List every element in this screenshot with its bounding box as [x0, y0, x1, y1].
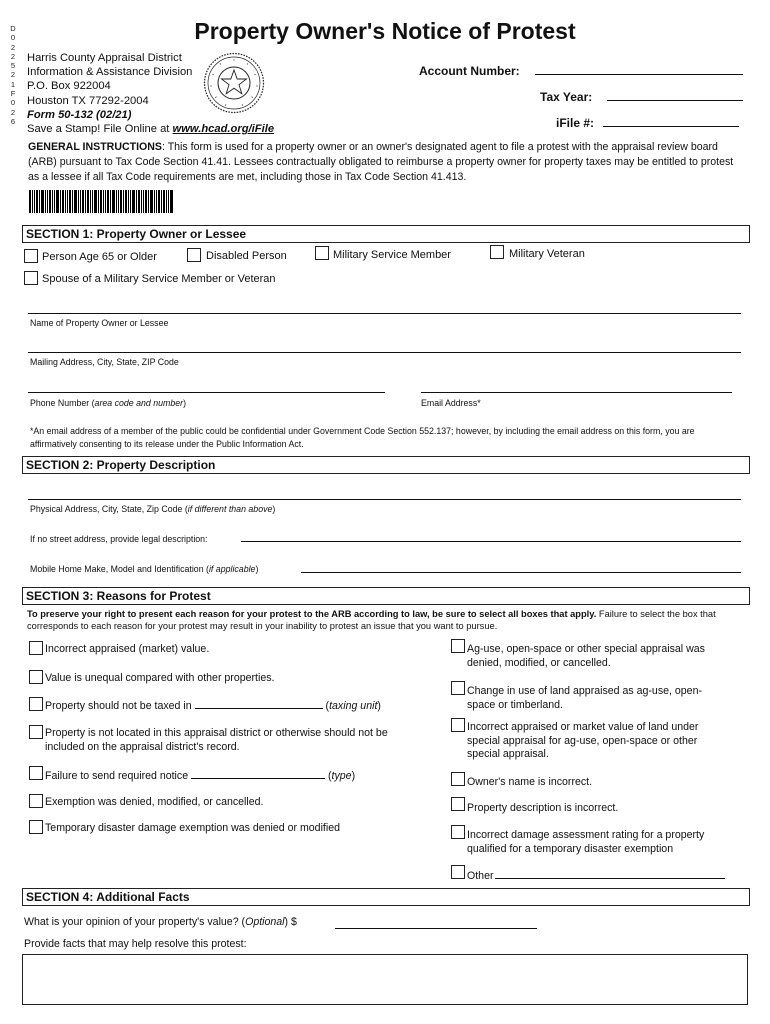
reason-failure-notice: Failure to send required notice (type) — [45, 770, 356, 782]
agency-line: Harris County Appraisal District — [27, 52, 182, 64]
checkbox-ag-use[interactable] — [451, 639, 465, 653]
file-online-text: Save a Stamp! File Online at — [27, 123, 173, 136]
physical-address-label — [30, 504, 275, 514]
agency-line: Information & Assistance Division — [27, 66, 193, 79]
reason-not-located: Property is not located in this appraisal district or otherwise should not be included on the appraisal district's record. — [45, 727, 388, 753]
opinion-italic: Optional — [245, 916, 285, 928]
reason-incorrect-value: Incorrect appraised (market) value. — [45, 643, 210, 655]
checkbox-description[interactable] — [451, 797, 465, 811]
opinion-prefix: What is your opinion of your property's value? ( — [24, 916, 246, 928]
instructions-text: : This form is used for a property owner or an owner's designated agent to file a protest with the appraisal review board (ARB) pursuant to Tax Code Section 41.41. Lessees contractually obligated to reimburse a property owner for property taxes may be entitled to protest as a lessee if all Tax Code requirements are met, including those in Tax Code Section 41.413. — [28, 141, 734, 183]
physical-label-italic: if different than above — [187, 504, 273, 514]
physical-label-prefix: Physical Address, City, State, Zip Code ( — [30, 504, 188, 514]
tax-year-field[interactable] — [607, 100, 743, 101]
section4-heading: SECTION 4: Additional Facts — [22, 888, 750, 906]
opinion-suffix: ) $ — [284, 916, 297, 928]
opinion-value-field[interactable] — [335, 928, 537, 929]
physical-address-field[interactable] — [28, 499, 741, 500]
legal-description-field[interactable] — [241, 541, 741, 542]
reason-disaster-denied: Temporary disaster damage exemption was denied or modified — [45, 822, 341, 834]
label-military-veteran: Military Veteran — [509, 248, 585, 260]
checkbox-disaster-denied[interactable] — [29, 820, 43, 834]
reason-change-use: Change in use of land appraised as ag-use, open-space or timberland. — [467, 685, 702, 711]
ifile-link[interactable]: www.hcad.org/iFile — [172, 123, 275, 136]
checkbox-incorrect-value[interactable] — [29, 641, 43, 655]
county-seal-logo — [203, 52, 265, 119]
checkbox-not-located[interactable] — [29, 725, 43, 739]
tax-year-label: Tax Year: — [540, 90, 593, 104]
checkbox-owner-name[interactable] — [451, 772, 465, 786]
email-label: Email Address* — [421, 398, 481, 408]
checkbox-other[interactable] — [451, 865, 465, 879]
section3-heading: SECTION 3: Reasons for Protest — [22, 587, 750, 605]
physical-label-suffix: ) — [272, 504, 276, 514]
additional-facts-textarea[interactable] — [22, 954, 748, 1005]
checkbox-disabled[interactable] — [187, 248, 201, 262]
code-char: 2 — [10, 70, 16, 80]
account-number-label: Account Number: — [419, 64, 520, 78]
code-char: 2 — [10, 51, 16, 61]
code-char: 0 — [10, 98, 16, 108]
code-char: 5 — [10, 61, 16, 71]
checkbox-age65[interactable] — [24, 249, 38, 263]
notice-type-hint: type — [331, 770, 352, 782]
reason-owner-name: Owner's name is incorrect. — [467, 776, 593, 788]
section2-heading: SECTION 2: Property Description — [22, 456, 750, 474]
ifile-number-field[interactable] — [603, 126, 739, 127]
agency-line: P.O. Box 922004 — [27, 80, 111, 93]
label-age65: Person Age 65 or Older — [42, 251, 157, 263]
account-number-field[interactable] — [535, 74, 743, 75]
general-instructions — [28, 140, 744, 185]
code-char: 6 — [10, 116, 16, 126]
reason-unequal: Value is unequal compared with other properties. — [45, 672, 275, 684]
checkbox-spouse[interactable] — [24, 271, 38, 285]
phone-label-suffix: ) — [183, 398, 187, 408]
other-reason-field[interactable] — [495, 878, 725, 879]
checkbox-unequal[interactable] — [29, 670, 43, 684]
barcode — [29, 190, 173, 213]
preserve-bold: To preserve your right to present each reason for your protest to the ARB according to law, be sure to select all boxes that apply. — [27, 609, 597, 619]
taxing-unit-field[interactable] — [195, 699, 323, 709]
preserve-rest: Failure to select the box that corresponds to each reason for your protest may result in your inability to protest an issue that you want to pursue. — [27, 609, 716, 631]
mobile-label-italic: if applicable — [208, 564, 256, 574]
owner-name-field[interactable] — [28, 313, 741, 314]
legal-description-label: If no street address, provide legal description: — [30, 534, 208, 544]
phone-label-prefix: Phone Number ( — [30, 398, 95, 408]
reason-other: Other — [467, 870, 494, 882]
code-char: 2 — [10, 107, 16, 117]
mailing-address-label: Mailing Address, City, State, ZIP Code — [30, 357, 179, 367]
mobile-label-suffix: ) — [255, 564, 259, 574]
phone-label-italic: area code and number — [94, 398, 184, 408]
mobile-label-prefix: Mobile Home Make, Model and Identification ( — [30, 564, 209, 574]
label-military-member: Military Service Member — [333, 249, 451, 261]
checkbox-exemption-denied[interactable] — [29, 794, 43, 808]
code-char: 1 — [10, 79, 16, 89]
mobile-home-field[interactable] — [301, 572, 741, 573]
failure-notice-text: Failure to send required notice — [45, 770, 189, 782]
mailing-address-field[interactable] — [28, 352, 741, 353]
mobile-home-label — [30, 564, 258, 574]
agency-line: Houston TX 77292-2004 — [27, 94, 149, 107]
reason-exemption-denied: Exemption was denied, modified, or cancelled. — [45, 796, 264, 808]
reason-damage-rating: Incorrect damage assessment rating for a property qualified for a temporary disaster exemption — [467, 829, 705, 855]
instructions-heading: GENERAL INSTRUCTIONS — [28, 141, 162, 153]
reason-ag-use: Ag-use, open-space or other special appraisal was denied, modified, or cancelled. — [467, 643, 705, 669]
reason-not-taxed: Property should not be taxed in (taxing unit) — [45, 700, 381, 712]
phone-number-field[interactable] — [28, 392, 385, 393]
taxing-unit-hint: taxing unit — [329, 700, 378, 712]
checkbox-military-veteran[interactable] — [490, 245, 504, 259]
code-char: F — [10, 89, 16, 99]
section1-heading: SECTION 1: Property Owner or Lessee — [22, 225, 750, 243]
not-taxed-text: Property should not be taxed in — [45, 700, 192, 712]
checkbox-damage-rating[interactable] — [451, 825, 465, 839]
reason-incorrect-special: Incorrect appraised or market value of land under special appraisal for ag-use, open-space or other special appraisal. — [467, 721, 699, 760]
checkbox-military-member[interactable] — [315, 246, 329, 260]
file-online-line — [27, 122, 274, 136]
form-id: Form 50-132 (02/21) — [27, 108, 132, 121]
form-title: Property Owner's Notice of Protest — [194, 18, 576, 44]
section3-instructions — [27, 609, 743, 632]
owner-name-label: Name of Property Owner or Lessee — [30, 318, 169, 328]
opinion-value-question — [24, 916, 297, 928]
email-confidentiality-note: *An email address of a member of the public could be confidential under Government Code Section 552.137; however, by including the email address on this form, you are affirmatively consenting to its release under the Public Information Act. — [30, 426, 695, 449]
ifile-number-label: iFile #: — [556, 116, 595, 130]
label-disabled: Disabled Person — [206, 250, 287, 262]
reason-description: Property description is incorrect. — [467, 802, 619, 814]
code-char: 2 — [10, 42, 16, 52]
checkbox-not-taxed[interactable] — [29, 697, 43, 711]
notice-type-field[interactable] — [191, 769, 325, 779]
label-spouse: Spouse of a Military Service Member or Veteran — [42, 273, 276, 285]
checkbox-failure-notice[interactable] — [29, 766, 43, 780]
code-char: 0 — [10, 33, 16, 43]
phone-number-label — [30, 398, 186, 408]
code-char: D — [10, 24, 16, 33]
facts-label: Provide facts that may help resolve this protest: — [24, 938, 247, 950]
checkbox-change-use[interactable] — [451, 681, 465, 695]
checkbox-incorrect-special[interactable] — [451, 718, 465, 732]
email-field[interactable] — [421, 392, 732, 393]
